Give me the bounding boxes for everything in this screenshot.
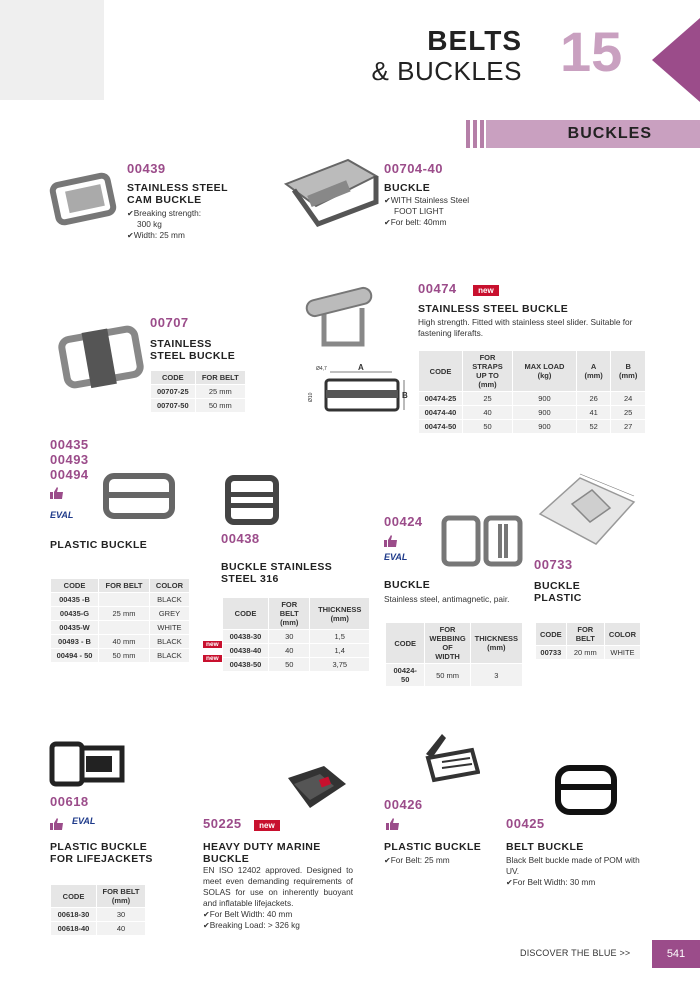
table-00707: [150, 370, 246, 413]
product-code: 00733: [534, 557, 573, 572]
dimension-drawing: [306, 362, 412, 422]
column-header: CODE: [51, 885, 97, 908]
table-cell: 900: [513, 420, 577, 434]
table-cell: 3: [470, 664, 522, 687]
table-cell: 00438-30: [223, 630, 269, 644]
product-00707: [150, 315, 260, 362]
table-header: [419, 351, 646, 392]
table-cell: [99, 621, 150, 635]
product-desc: EN ISO 12402 approved. Designed to meet even demanding requirements of SOLAS for use on inherently buoyant and inflatable lifejackets.: [203, 865, 353, 908]
table-row: [51, 607, 190, 621]
table-row: [536, 646, 641, 660]
table-cell: 1,5: [310, 630, 370, 644]
table-cell: 00435 -B: [51, 593, 99, 607]
chapter-number: 15: [560, 20, 623, 83]
table-cell: 26: [576, 392, 610, 406]
table-00733: [535, 622, 641, 660]
table-cell: 25: [611, 406, 646, 420]
table-cell: 00474-50: [419, 420, 463, 434]
product-00439: [127, 161, 257, 241]
buckle-foot-image: [278, 154, 382, 238]
stainless-buckle-image: [56, 320, 148, 398]
table-cell: GREY: [149, 607, 189, 621]
product-code: 00435: [50, 437, 89, 452]
column-header: THICKNESS (mm): [310, 598, 370, 630]
table-cell: 41: [576, 406, 610, 420]
table-row: [151, 385, 246, 399]
table-cell: BLACK: [149, 593, 189, 607]
table-cell: 24: [611, 392, 646, 406]
page-title: [330, 26, 522, 86]
chapter-arrow: [652, 18, 700, 102]
feature: ✔ For Belt Width: 30 mm: [506, 877, 654, 888]
table-cell: 00707-25: [151, 385, 196, 399]
table-row: [51, 635, 190, 649]
slider-buckle-image: [300, 286, 380, 356]
table-00435: [50, 578, 190, 663]
table-cell: 00493 - B: [51, 635, 99, 649]
new-badge: new: [254, 820, 280, 831]
eval-logo: EVAL: [72, 816, 96, 826]
table-cell: 50: [269, 658, 310, 672]
table-cell: 00618-30: [51, 908, 97, 922]
table-cell: 00438-50: [223, 658, 269, 672]
table-row: [223, 644, 370, 658]
table-cell: 52: [576, 420, 610, 434]
product-code: 00707: [150, 315, 189, 330]
table-00474: [418, 350, 646, 434]
table-cell: 40: [97, 922, 146, 936]
discover-link[interactable]: DISCOVER THE BLUE >>: [520, 948, 631, 958]
product-title: STAINLESS STEEL BUCKLE: [418, 303, 569, 315]
product-title: HEAVY DUTY MARINE BUCKLE: [203, 841, 321, 865]
column-header: A (mm): [576, 351, 610, 392]
product-title: PLASTIC BUCKLE: [384, 841, 482, 853]
thumbs-up-icon: [50, 818, 64, 830]
plastic-buckle-25-image: [420, 728, 480, 784]
thumbs-up-icon: [384, 535, 398, 547]
table-cell: 00435-G: [51, 607, 99, 621]
table-cell: 50 mm: [195, 399, 245, 413]
product-title: STAINLESS STEEL BUCKLE: [150, 338, 236, 362]
dim-diameter-1: Ø4,7: [316, 366, 327, 372]
thumbs-up-icon: [50, 487, 64, 499]
table-cell: 3,75: [310, 658, 370, 672]
table-row: [419, 420, 646, 434]
table-cell: 20 mm: [566, 646, 604, 660]
product-00733: [534, 557, 634, 604]
column-header: THICKNESS (mm): [470, 623, 522, 664]
product-00426: [384, 841, 494, 866]
product-code: 00494: [50, 467, 89, 482]
feature: FOOT LIGHT: [394, 206, 444, 216]
table-cell: WHITE: [604, 646, 640, 660]
column-header: FOR BELT: [195, 371, 245, 385]
product-title: BUCKLE: [384, 182, 431, 194]
feature: ✔ For Belt: 25 mm: [384, 855, 494, 866]
product-desc: Black Belt buckle made of POM with UV.: [506, 855, 640, 876]
table-cell: 25 mm: [99, 607, 150, 621]
product-code: 00618: [50, 794, 89, 809]
marine-buckle-image: [280, 760, 352, 820]
column-header: FOR WEBBING OF WIDTH: [425, 623, 470, 664]
product-desc: Stainless steel, antimagnetic, pair.: [384, 594, 510, 604]
column-header: FOR BELT: [99, 579, 150, 593]
table-cell: 30: [97, 908, 146, 922]
product-code: 00704-40: [384, 161, 443, 176]
table-row: [51, 922, 146, 936]
new-badge: new: [203, 655, 222, 662]
feature: 300 kg: [137, 219, 162, 229]
table-cell: 40: [269, 644, 310, 658]
table-row: [419, 406, 646, 420]
product-00438: [221, 531, 341, 585]
product-title: BUCKLE STAINLESS STEEL 316: [221, 561, 333, 585]
table-cell: 00438-40: [223, 644, 269, 658]
column-header: CODE: [386, 623, 425, 664]
table-00618: [50, 884, 146, 936]
table-header: [223, 598, 370, 630]
product-00474: [418, 303, 648, 339]
table-header: [151, 371, 246, 385]
feature: ✔ Breaking strength:: [127, 208, 257, 219]
feature: ✔ Breaking Load: > 326 kg: [203, 920, 353, 931]
cam-buckle-image: [45, 168, 125, 234]
product-code: 00474: [418, 281, 457, 296]
product-00474-code: [418, 280, 499, 298]
product-title: BUCKLE PLASTIC: [534, 580, 582, 604]
table-cell: WHITE: [149, 621, 189, 635]
dim-b: B: [402, 391, 408, 400]
column-header: COLOR: [149, 579, 189, 593]
plastic-buckle-white-image: [534, 464, 642, 554]
eval-logo: EVAL: [384, 552, 408, 562]
product-code: 00424: [384, 514, 423, 529]
product-title: PLASTIC BUCKLE FOR LIFEJACKETS: [50, 841, 153, 865]
page-number: 541: [652, 940, 700, 968]
table-cell: 50 mm: [99, 649, 150, 663]
table-row: [51, 649, 190, 663]
plastic-buckle-image: [100, 468, 180, 526]
dim-diameter-2: Ø10: [308, 392, 314, 402]
table-00438: [222, 597, 370, 672]
section-title: BUCKLES: [486, 120, 700, 148]
table-cell: 00618-40: [51, 922, 97, 936]
product-title: BELT BUCKLE: [506, 841, 584, 853]
table-row: [223, 658, 370, 672]
table-cell: 27: [611, 420, 646, 434]
thumbs-up-icon: [386, 818, 400, 830]
table-cell: 00435-W: [51, 621, 99, 635]
section-bar: [466, 120, 700, 148]
column-header: CODE: [223, 598, 269, 630]
table-cell: 00707-50: [151, 399, 196, 413]
column-header: CODE: [51, 579, 99, 593]
table-row: [419, 392, 646, 406]
table-row: [223, 630, 370, 644]
product-00435-codes: [50, 437, 89, 482]
table-row: [386, 664, 523, 687]
table-cell: 30: [269, 630, 310, 644]
table-cell: [99, 593, 150, 607]
table-cell: 50: [463, 420, 513, 434]
title-line1: BELTS: [427, 25, 522, 56]
table-row: [51, 621, 190, 635]
table-cell: 900: [513, 406, 577, 420]
table-cell: 1,4: [310, 644, 370, 658]
table-header: [51, 579, 190, 593]
table-cell: 00474-40: [419, 406, 463, 420]
table-cell: 40: [463, 406, 513, 420]
new-badge: new: [473, 285, 499, 296]
column-header: MAX LOAD (kg): [513, 351, 577, 392]
product-50225: [203, 841, 353, 931]
table-cell: 00733: [536, 646, 567, 660]
product-desc: High strength. Fitted with stainless steel slider. Suitable for fastening liferafts.: [418, 317, 633, 338]
table-00424: [385, 622, 523, 687]
product-title: BUCKLE: [384, 579, 431, 591]
table-header: [536, 623, 641, 646]
feature: ✔ For belt: 40mm: [384, 217, 514, 228]
table-cell: BLACK: [149, 649, 189, 663]
product-code: 00425: [506, 816, 545, 831]
table-cell: 40 mm: [99, 635, 150, 649]
table-row: [51, 908, 146, 922]
belt-buckle-image: [554, 764, 618, 816]
column-header: COLOR: [604, 623, 640, 646]
table-row: [151, 399, 246, 413]
new-badge: new: [203, 641, 222, 648]
pair-buckle-image: [440, 514, 524, 568]
table-cell: 00424-50: [386, 664, 425, 687]
column-header: CODE: [151, 371, 196, 385]
table-cell: 25: [463, 392, 513, 406]
product-code: 00493: [50, 452, 89, 467]
column-header: CODE: [536, 623, 567, 646]
column-header: FOR BELT (mm): [97, 885, 146, 908]
table-header: [386, 623, 523, 664]
product-title: PLASTIC BUCKLE: [50, 539, 148, 551]
corner-block: [0, 0, 104, 100]
product-code: 00438: [221, 531, 260, 546]
column-header: B (mm): [611, 351, 646, 392]
product-code: 00439: [127, 161, 166, 176]
eval-logo: EVAL: [50, 510, 74, 520]
dim-a: A: [358, 363, 364, 372]
column-header: FOR BELT (mm): [269, 598, 310, 630]
product-00425: [506, 841, 654, 888]
lifejacket-buckle-image: [48, 738, 126, 790]
table-cell: 00474-25: [419, 392, 463, 406]
column-header: FOR BELT: [566, 623, 604, 646]
product-00704-40: [384, 161, 514, 228]
table-cell: 50 mm: [425, 664, 470, 687]
table-cell: 00494 - 50: [51, 649, 99, 663]
product-title: STAINLESS STEEL CAM BUCKLE: [127, 182, 228, 206]
title-line2: & BUCKLES: [371, 56, 522, 86]
product-code: 50225: [203, 816, 242, 831]
buckle-316-image: [222, 474, 282, 526]
table-cell: 25 mm: [195, 385, 245, 399]
table-cell: 900: [513, 392, 577, 406]
table-row: [51, 593, 190, 607]
feature: ✔ For Belt Width: 40 mm: [203, 909, 353, 920]
feature: ✔ WITH Stainless Steel: [384, 195, 514, 206]
product-00424: [384, 579, 514, 605]
feature: ✔ Width: 25 mm: [127, 230, 257, 241]
product-code: 00426: [384, 797, 423, 812]
table-header: [51, 885, 146, 908]
product-50225-code: [203, 815, 280, 833]
table-cell: BLACK: [149, 635, 189, 649]
column-header: FOR STRAPS UP TO (mm): [463, 351, 513, 392]
column-header: CODE: [419, 351, 463, 392]
